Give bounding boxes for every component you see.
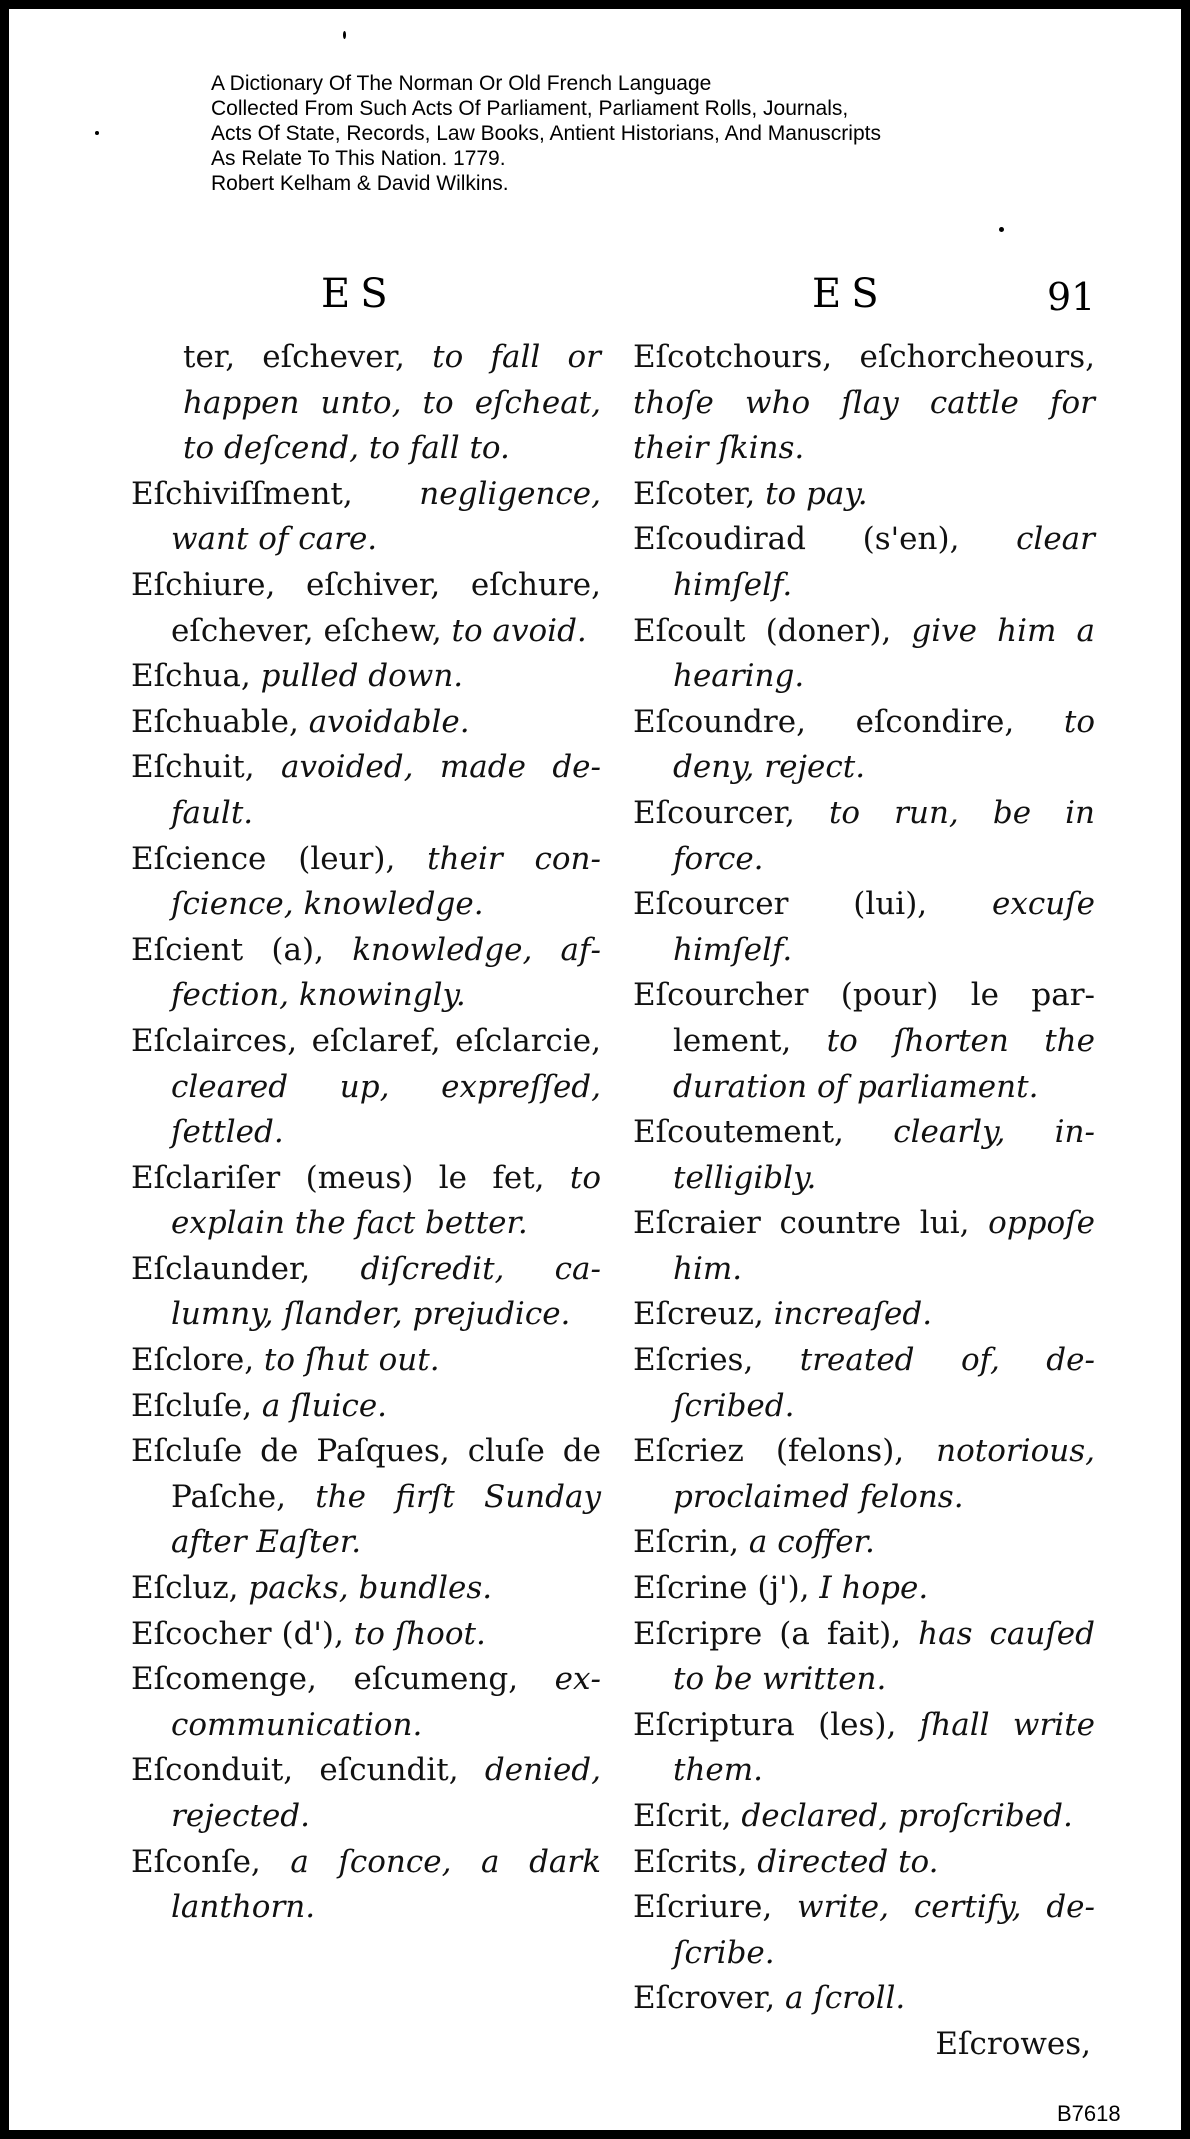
dictionary-entry	[633, 1703, 1095, 1794]
entry-gloss: their conſcience, knowledge.	[171, 840, 601, 923]
entry-gloss: directed to.	[757, 1843, 939, 1880]
entry-term: Eſclariſer (meus) le fet,	[131, 1159, 570, 1196]
entry-term: Eſcraier countre lui,	[633, 1205, 989, 1242]
dictionary-entry	[131, 837, 601, 928]
entry-gloss: to avoid.	[451, 612, 587, 649]
scan-speck	[95, 131, 99, 135]
entry-gloss: oppoſe him.	[673, 1205, 1095, 1287]
dictionary-entry	[131, 1657, 601, 1748]
dictionary-entry	[131, 472, 601, 563]
source-header	[211, 71, 881, 196]
entry-gloss: avoided, made default.	[171, 749, 601, 831]
entry-gloss: write, certify, deſcribe.	[673, 1889, 1095, 1971]
entry-term: Eſcrover,	[633, 1980, 785, 2017]
entry-gloss: notorious, proclaimed felons.	[673, 1433, 1095, 1515]
entry-term: Eſcrits,	[633, 1843, 758, 1880]
catchword: Eſcrowes,	[935, 2025, 1091, 2062]
header-line-1: A Dictionary Of The Norman Or Old French Language	[211, 72, 712, 95]
dictionary-entry	[131, 1748, 601, 1839]
dictionary-entry	[633, 1520, 1095, 1566]
entry-gloss: to ſhut out.	[263, 1342, 440, 1379]
dictionary-entry	[633, 1292, 1095, 1338]
entry-term: Eſcries,	[633, 1342, 800, 1379]
header-line-4: As Relate To This Nation. 1779.	[211, 147, 506, 170]
dictionary-entry	[131, 654, 601, 700]
entry-gloss: excuſe himſelf.	[673, 886, 1095, 968]
dictionary-entry	[131, 1429, 601, 1566]
entry-gloss: declared, proſcribed.	[741, 1798, 1073, 1834]
dictionary-entry	[633, 973, 1095, 1110]
dictionary-entry	[131, 1566, 601, 1612]
entry-term: Eſcluſe,	[131, 1387, 262, 1424]
entry-term: Eſcriptura (les),	[633, 1706, 920, 1743]
entry-gloss: treated of, deſcribed.	[673, 1342, 1095, 1424]
entry-gloss: a ſconce, a dark lanthorn.	[171, 1843, 601, 1926]
dictionary-entry	[633, 1201, 1095, 1292]
entry-term: Eſcourcher (pour) le parlement,	[633, 977, 1095, 1059]
running-head-right: ES	[812, 271, 889, 317]
entry-term: Eſclaunder,	[131, 1250, 361, 1287]
entry-term: Eſclore,	[131, 1342, 264, 1379]
entry-term: Eſchiviſſment,	[131, 475, 420, 512]
entry-term: Eſconduit, eſcundit,	[131, 1752, 485, 1789]
entry-term: Eſchuit,	[131, 749, 282, 786]
entry-term: Eſcrine (j'),	[633, 1570, 820, 1607]
entry-gloss: to ſhoot.	[353, 1615, 486, 1652]
entry-gloss: a coffer.	[748, 1524, 875, 1561]
dictionary-entry	[131, 1384, 601, 1430]
entry-term: Eſcriez (felons),	[633, 1433, 937, 1470]
entry-term: Eſcient (a),	[131, 931, 353, 968]
dictionary-entry	[633, 1794, 1095, 1840]
dictionary-entry	[131, 745, 601, 836]
entry-gloss: avoidable.	[308, 703, 470, 740]
entry-gloss: clear himſelf.	[673, 521, 1095, 603]
dictionary-entry	[633, 1976, 1095, 2022]
entry-term: Eſchiure, eſchiver, eſchure, eſchever, eſchew,	[131, 566, 601, 649]
entry-gloss: ſhall write them.	[673, 1706, 1095, 1789]
entry-gloss: to run, be in force.	[673, 794, 1095, 877]
entry-gloss: to explain the fact better.	[171, 1159, 601, 1242]
dictionary-entry	[633, 700, 1095, 791]
dictionary-entry	[633, 517, 1095, 608]
dictionary-entry	[131, 335, 601, 472]
entry-term: Eſchua,	[131, 658, 261, 695]
entry-term: Eſcreuz,	[633, 1296, 774, 1333]
entry-gloss: excommunication.	[171, 1661, 601, 1743]
entry-gloss: increaſed.	[773, 1296, 933, 1333]
entry-gloss: diſcredit, calumny, ſlander, prejudice.	[171, 1250, 601, 1333]
entry-gloss: to deny, reject.	[673, 703, 1095, 786]
dictionary-entry	[633, 1885, 1095, 1976]
entry-term: Eſcoudirad (s'en),	[633, 521, 1017, 558]
dictionary-entry	[633, 1840, 1095, 1886]
dictionary-entry	[131, 928, 601, 1019]
entry-term: Eſcripre (a fait),	[633, 1615, 919, 1652]
dictionary-entry	[131, 563, 601, 654]
dictionary-entry	[633, 1566, 1095, 1612]
entry-gloss: a ſcroll.	[784, 1980, 906, 2017]
entry-gloss: denied, rejected.	[171, 1752, 601, 1834]
entry-term: Eſcomenge, eſcumeng,	[131, 1661, 555, 1698]
entry-term: Eſchuable,	[131, 703, 309, 740]
entry-term: Eſcrin,	[633, 1524, 749, 1561]
entry-gloss: I hope.	[819, 1570, 929, 1607]
header-line-5: Robert Kelham & David Wilkins.	[211, 172, 509, 195]
dictionary-entry	[131, 1840, 601, 1931]
dictionary-entry	[633, 1338, 1095, 1429]
entry-gloss: has cauſed to be written.	[673, 1615, 1095, 1698]
entry-term: Eſcoult (doner),	[633, 612, 912, 649]
dictionary-entry	[633, 1110, 1095, 1201]
entry-gloss: to ſhorten the duration of parliament.	[673, 1022, 1095, 1105]
entry-term: Eſcluz,	[131, 1570, 249, 1607]
dictionary-entry	[131, 1019, 601, 1156]
dictionary-entry	[633, 472, 1095, 518]
document-code: B7618	[1057, 2101, 1121, 2126]
dictionary-entry	[633, 609, 1095, 700]
header-line-3: Acts Of State, Records, Law Books, Antient Historians, And Manuscripts	[211, 122, 881, 145]
dictionary-entry	[131, 1338, 601, 1384]
entry-gloss: packs, bundles.	[248, 1570, 493, 1607]
dictionary-entry	[131, 1247, 601, 1338]
entry-term: Eſcoutement,	[633, 1114, 894, 1151]
dictionary-entry	[131, 700, 601, 746]
entry-term: ter, eſchever,	[183, 339, 433, 375]
dictionary-entry	[633, 1429, 1095, 1520]
entry-term: Eſclairces, eſclaref, eſclarcie,	[131, 1022, 601, 1059]
left-column	[131, 335, 601, 1931]
entry-gloss: give him a hearing.	[673, 612, 1095, 695]
page-number: 91	[1047, 275, 1096, 319]
entry-term: Eſcocher (d'),	[131, 1615, 354, 1652]
dictionary-entry	[131, 1156, 601, 1247]
entry-term: Eſcluſe de Paſques, cluſe de Paſche,	[131, 1433, 601, 1515]
entry-term: Eſcriure,	[633, 1889, 798, 1926]
entry-gloss: negligence, want of care.	[171, 475, 601, 558]
entry-term: Eſcience (leur),	[131, 840, 428, 877]
dictionary-entry	[633, 882, 1095, 973]
entry-gloss: pulled down.	[260, 658, 464, 695]
entry-term: Eſcoundre, eſcondire,	[633, 703, 1064, 740]
header-line-2: Collected From Such Acts Of Parliament, Parliament Rolls, Journals,	[211, 97, 849, 120]
entry-term: Eſcotchours, eſchorcheours,	[633, 339, 1095, 375]
entry-term: Eſcoter,	[633, 475, 766, 512]
running-head-left: ES	[321, 271, 398, 317]
scan-speck	[343, 31, 346, 39]
entry-gloss: the firſt Sunday after Eaſter.	[171, 1478, 601, 1561]
entry-term: Eſcrit,	[633, 1798, 742, 1834]
entry-gloss: cleared up, expreſſed, ſettled.	[171, 1068, 601, 1151]
entry-gloss: to fall or happen unto, to eſcheat, to deſcend, to fall to.	[183, 339, 601, 467]
entry-gloss: thoſe who ſlay cattle for their ſkins.	[633, 384, 1095, 467]
dictionary-entry	[633, 791, 1095, 882]
right-column	[633, 335, 1095, 2068]
dictionary-entry	[633, 1612, 1095, 1703]
entry-gloss: a ſluice.	[261, 1387, 388, 1424]
entry-gloss: knowledge, affection, knowingly.	[171, 931, 601, 1014]
dictionary-entry	[131, 1612, 601, 1658]
entry-term: Eſconſe,	[131, 1843, 291, 1880]
dictionary-entry	[633, 335, 1095, 472]
scan-speck	[999, 227, 1004, 232]
entry-term: Eſcourcer (lui),	[633, 886, 993, 923]
entry-gloss: clearly, intelligibly.	[673, 1114, 1095, 1196]
entry-gloss: to pay.	[765, 475, 868, 512]
entry-term: Eſcourcer,	[633, 794, 829, 831]
